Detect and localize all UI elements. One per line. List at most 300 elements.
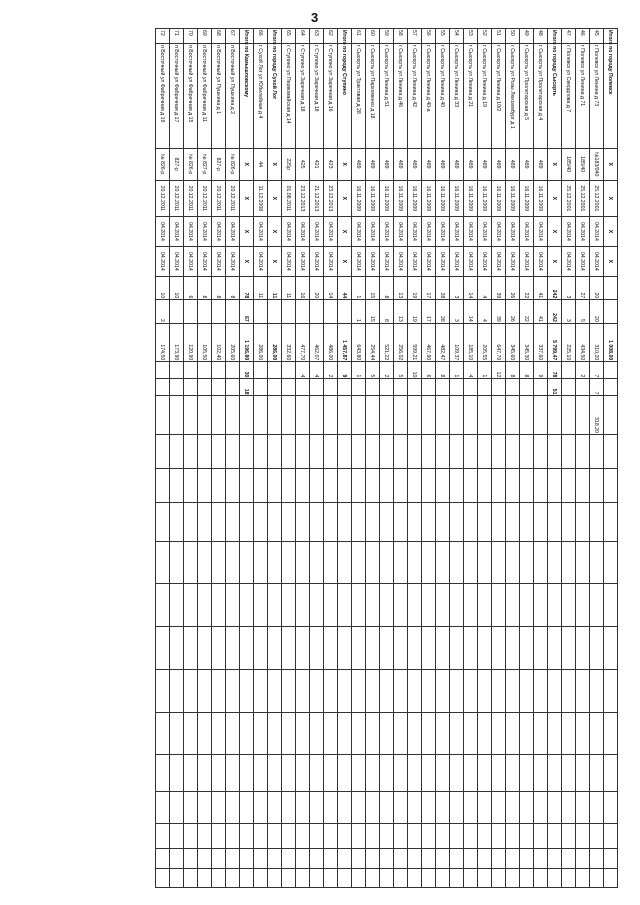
table-cell	[324, 396, 338, 434]
table-cell: 04.2014	[464, 246, 478, 276]
table-cell	[422, 469, 436, 503]
table-cell	[408, 712, 422, 755]
table-cell	[562, 362, 576, 379]
table-cell	[604, 434, 618, 468]
table-cell: 04.2014	[156, 217, 170, 247]
table-cell: №183/040	[590, 148, 604, 180]
table-cell	[184, 469, 198, 503]
table-cell	[352, 469, 366, 503]
table-cell: 04.2014	[534, 246, 548, 276]
table-cell: 173,90	[170, 323, 184, 361]
table-cell: 11.12.2008	[254, 180, 268, 216]
table-cell	[492, 541, 506, 584]
table-cell	[184, 849, 198, 868]
table-cell	[254, 541, 268, 584]
table-cell	[576, 755, 590, 791]
table-cell	[170, 541, 184, 584]
table-cell	[240, 823, 254, 849]
table-cell: 39	[492, 300, 506, 324]
table-cell	[436, 627, 450, 670]
table-cell	[534, 849, 548, 868]
table-cell	[310, 541, 324, 584]
table-cell	[590, 712, 604, 755]
table-cell	[576, 669, 590, 712]
table-cell	[492, 469, 506, 503]
table-cell	[296, 712, 310, 755]
table-cell	[310, 379, 324, 396]
table-cell	[534, 712, 548, 755]
table-cell: 28	[436, 276, 450, 300]
table-cell	[506, 849, 520, 868]
table-cell	[450, 712, 464, 755]
table-cell	[422, 584, 436, 627]
table-cell: 44	[338, 276, 352, 300]
table-cell	[156, 379, 170, 396]
table-cell	[464, 849, 478, 868]
table-cell: 20.12.2011	[198, 180, 212, 216]
table-cell	[380, 791, 394, 823]
table-cell	[212, 396, 226, 434]
table-cell: № 826-р	[226, 148, 240, 180]
table-cell	[352, 712, 366, 755]
table-cell: п Восточный ул Фабричная д 15	[184, 43, 198, 148]
table-cell	[156, 434, 170, 468]
table-cell	[408, 396, 422, 434]
table-cell	[198, 791, 212, 823]
table-cell	[352, 434, 366, 468]
table-cell: 70	[184, 29, 198, 44]
table-cell	[408, 584, 422, 627]
table-cell	[212, 541, 226, 584]
table-cell	[604, 712, 618, 755]
table-cell	[212, 755, 226, 791]
table-cell	[394, 712, 408, 755]
table-cell	[380, 396, 394, 434]
table-cell	[310, 712, 324, 755]
table-cell: 04.2014	[394, 217, 408, 247]
table-cell: 04.2014	[296, 217, 310, 247]
table-cell	[590, 627, 604, 670]
table-cell	[240, 868, 254, 887]
table-cell	[338, 584, 352, 627]
table-cell: 332,60	[282, 323, 296, 361]
table-cell	[240, 503, 254, 541]
table-row	[212, 29, 226, 888]
table-cell: 10	[170, 276, 184, 300]
table-cell	[478, 541, 492, 584]
table-cell	[156, 362, 170, 379]
table-cell	[296, 396, 310, 434]
table-cell: 1	[352, 362, 366, 379]
table-cell	[212, 823, 226, 849]
table-cell: п Восточный ул Пушкина д 2	[226, 43, 240, 148]
table-cell	[520, 434, 534, 468]
table-cell	[492, 755, 506, 791]
table-cell: 28	[436, 300, 450, 324]
table-cell	[604, 584, 618, 627]
table-cell	[212, 669, 226, 712]
table-cell: 04.2014	[394, 246, 408, 276]
table-cell	[156, 712, 170, 755]
table-cell	[380, 868, 394, 887]
table-cell	[170, 755, 184, 791]
table-cell	[520, 868, 534, 887]
table-cell	[310, 434, 324, 468]
table-cell: 205,55	[478, 323, 492, 361]
table-cell	[282, 362, 296, 379]
table-cell	[324, 379, 338, 396]
table-cell	[520, 503, 534, 541]
table-cell: г Полевск ул Ленина д 71	[576, 43, 590, 148]
table-cell	[520, 791, 534, 823]
table-cell	[296, 541, 310, 584]
table-cell	[324, 503, 338, 541]
table-cell	[590, 669, 604, 712]
table-cell	[534, 627, 548, 670]
table-cell: 8	[520, 362, 534, 379]
table-cell	[282, 791, 296, 823]
table-cell	[590, 868, 604, 887]
table-cell	[352, 396, 366, 434]
table-cell: г Сысерть ул Ленина д 40-а	[422, 43, 436, 148]
table-cell	[212, 712, 226, 755]
table-cell	[338, 849, 352, 868]
table-cell	[212, 868, 226, 887]
table-cell: 01.08.2011	[282, 180, 296, 216]
table-cell	[450, 541, 464, 584]
table-cell: 53	[464, 29, 478, 44]
table-cell: Х	[338, 246, 352, 276]
table-cell	[184, 868, 198, 887]
table-cell	[380, 669, 394, 712]
table-cell: 225р	[282, 148, 296, 180]
table-cell: 71	[170, 29, 184, 44]
table-cell	[198, 823, 212, 849]
table-cell	[226, 503, 240, 541]
table-cell	[254, 849, 268, 868]
table-cell	[212, 584, 226, 627]
table-cell	[282, 541, 296, 584]
table-cell: 185/40	[562, 148, 576, 180]
table-cell: 04.2014	[212, 246, 226, 276]
table-cell	[562, 868, 576, 887]
table-cell	[212, 503, 226, 541]
table-cell: 04.2014	[422, 246, 436, 276]
table-cell: 11	[268, 276, 282, 300]
table-cell: Х	[338, 217, 352, 247]
table-cell: 599,21	[408, 323, 422, 361]
table-cell: Х	[548, 246, 562, 276]
table-cell	[310, 791, 324, 823]
table-cell	[324, 712, 338, 755]
table-cell	[422, 379, 436, 396]
table-cell	[408, 791, 422, 823]
table-cell: Х	[548, 217, 562, 247]
table-cell: 30	[240, 362, 254, 379]
table-cell	[380, 849, 394, 868]
table-cell	[296, 584, 310, 627]
table-cell: 16.11.2009	[520, 180, 534, 216]
table-cell	[282, 503, 296, 541]
table-cell: 6	[184, 276, 198, 300]
table-row	[296, 29, 310, 888]
table-cell	[520, 823, 534, 849]
table-cell: 489	[450, 148, 464, 180]
table-cell	[450, 469, 464, 503]
table-cell: Х	[240, 217, 254, 247]
table-cell	[296, 755, 310, 791]
table-cell: Х	[604, 246, 618, 276]
table-cell: 8	[506, 362, 520, 379]
table-cell	[170, 584, 184, 627]
table-cell	[534, 396, 548, 434]
table-cell	[282, 379, 296, 396]
table-cell	[548, 627, 562, 670]
table-cell: 04.2014	[296, 246, 310, 276]
table-cell	[352, 849, 366, 868]
table-cell	[478, 627, 492, 670]
table-cell	[506, 868, 520, 887]
table-cell	[590, 823, 604, 849]
table-cell: 54	[450, 29, 464, 44]
table-cell	[380, 755, 394, 791]
table-cell: 489	[422, 148, 436, 180]
table-cell	[324, 300, 338, 324]
table-cell: 15	[366, 300, 380, 324]
table-row	[366, 29, 380, 888]
table-cell	[576, 849, 590, 868]
table-cell	[156, 469, 170, 503]
table-cell	[576, 541, 590, 584]
table-cell	[240, 584, 254, 627]
table-cell: 67	[240, 300, 254, 324]
table-cell	[590, 584, 604, 627]
table-cell: 3	[562, 300, 576, 324]
table-cell	[436, 755, 450, 791]
table-cell	[562, 396, 576, 434]
table-cell	[282, 868, 296, 887]
table-row	[282, 29, 296, 888]
table-cell: г Ступино ул Заречная д 18	[310, 43, 324, 148]
table-cell: 20.12.2011	[170, 180, 184, 216]
table-cell: г Полевск ул Ленина д 73	[590, 43, 604, 148]
table-row	[436, 29, 450, 888]
table-cell	[436, 541, 450, 584]
table-cell	[380, 434, 394, 468]
table-cell: г Сысерть ул Розы Люксембург д 1	[506, 43, 520, 148]
table-cell	[576, 627, 590, 670]
table-cell	[408, 755, 422, 791]
table-cell: 04.2014	[590, 246, 604, 276]
table-cell	[254, 791, 268, 823]
table-cell	[296, 669, 310, 712]
table-cell	[184, 712, 198, 755]
table-cell: 04.2014	[226, 246, 240, 276]
table-row	[254, 29, 268, 888]
table-cell	[240, 791, 254, 823]
table-cell	[492, 379, 506, 396]
table-cell: 3	[562, 276, 576, 300]
table-cell: 56	[422, 29, 436, 44]
table-cell	[506, 469, 520, 503]
table-cell	[212, 849, 226, 868]
table-cell: Х	[338, 148, 352, 180]
table-cell: 16.11.2009	[366, 180, 380, 216]
table-cell	[226, 868, 240, 887]
table-cell	[296, 469, 310, 503]
table-cell	[506, 584, 520, 627]
table-cell: 11	[254, 276, 268, 300]
table-cell	[408, 469, 422, 503]
table-cell: 7	[590, 379, 604, 396]
table-cell: 8	[226, 276, 240, 300]
table-cell: 489	[478, 148, 492, 180]
table-cell	[534, 669, 548, 712]
table-row	[464, 29, 478, 888]
table-cell	[436, 868, 450, 887]
table-cell	[324, 823, 338, 849]
table-cell: 827-р	[212, 148, 226, 180]
table-cell: 23.12.2013	[324, 180, 338, 216]
table-cell: 55	[436, 29, 450, 44]
table-cell	[548, 849, 562, 868]
table-cell	[226, 627, 240, 670]
table-cell: 521,22	[380, 323, 394, 361]
housing-register-table	[155, 28, 618, 888]
table-cell: 1	[450, 362, 464, 379]
table-cell: г Сысерть ул Ленина д 10/2	[492, 43, 506, 148]
table-cell	[198, 849, 212, 868]
table-cell: 174,50	[156, 323, 170, 361]
table-cell	[506, 434, 520, 468]
table-cell	[548, 541, 562, 584]
table-cell: 16.11.2009	[506, 180, 520, 216]
table-cell: 2	[380, 362, 394, 379]
table-cell	[352, 627, 366, 670]
table-cell: 16.11.2009	[394, 180, 408, 216]
table-cell: 50	[506, 29, 520, 44]
table-cell	[268, 791, 282, 823]
table-cell	[548, 434, 562, 468]
table-cell	[240, 396, 254, 434]
table-cell	[240, 434, 254, 468]
table-cell	[170, 669, 184, 712]
table-cell: 04.2014	[212, 217, 226, 247]
table-cell: Итого по городу Ступино	[338, 29, 352, 44]
table-cell	[408, 849, 422, 868]
table-cell: 26	[506, 300, 520, 324]
table-cell: 16.11.2009	[422, 180, 436, 216]
table-cell: 2	[156, 300, 170, 324]
table-cell	[240, 755, 254, 791]
table-cell	[198, 434, 212, 468]
table-cell	[338, 469, 352, 503]
table-cell	[366, 541, 380, 584]
table-cell	[296, 503, 310, 541]
table-cell	[254, 396, 268, 434]
table-cell	[268, 469, 282, 503]
table-cell	[534, 868, 548, 887]
table-cell: 04.2014	[464, 217, 478, 247]
table-cell: 16.11.2009	[492, 180, 506, 216]
table-cell: 46	[576, 29, 590, 44]
table-cell	[198, 379, 212, 396]
table-cell: 63	[310, 29, 324, 44]
table-cell	[198, 541, 212, 584]
table-cell	[492, 823, 506, 849]
table-row	[184, 29, 198, 888]
table-cell	[450, 755, 464, 791]
table-row	[422, 29, 436, 888]
table-cell	[562, 379, 576, 396]
table-cell	[184, 379, 198, 396]
table-cell: 78	[240, 276, 254, 300]
table-cell	[198, 396, 212, 434]
table-cell	[198, 300, 212, 324]
table-cell	[478, 823, 492, 849]
table-cell	[436, 849, 450, 868]
table-cell: 185,10	[464, 323, 478, 361]
table-cell	[422, 791, 436, 823]
table-cell	[520, 584, 534, 627]
table-cell: 39	[492, 276, 506, 300]
table-cell	[282, 627, 296, 670]
table-cell	[604, 396, 618, 434]
table-cell: 26	[506, 276, 520, 300]
table-cell	[394, 755, 408, 791]
table-cell	[520, 669, 534, 712]
table-cell	[492, 849, 506, 868]
table-cell	[478, 469, 492, 503]
table-cell: г Сысерть ул Ленина д 51	[380, 43, 394, 148]
table-cell	[338, 434, 352, 468]
table-cell	[254, 868, 268, 887]
table-cell: 14	[464, 276, 478, 300]
table-cell	[562, 823, 576, 849]
table-cell: 25.12.2001	[590, 180, 604, 216]
table-cell	[464, 396, 478, 434]
table-cell: 286,00	[268, 323, 282, 361]
table-cell	[184, 396, 198, 434]
table-cell: 47	[562, 29, 576, 44]
table-cell	[492, 584, 506, 627]
table-cell: 13	[394, 276, 408, 300]
table-cell	[478, 669, 492, 712]
table-cell	[380, 712, 394, 755]
table-cell	[492, 669, 506, 712]
table-cell	[562, 669, 576, 712]
table-cell	[366, 712, 380, 755]
table-cell: 04.2014	[436, 217, 450, 247]
table-cell: 04.2014	[254, 246, 268, 276]
table-cell	[254, 300, 268, 324]
table-cell	[324, 469, 338, 503]
table-cell	[240, 627, 254, 670]
table-cell	[562, 434, 576, 468]
rotated-table-container	[38, 28, 618, 888]
table-cell	[366, 379, 380, 396]
table-cell: Х	[268, 180, 282, 216]
table-cell	[282, 849, 296, 868]
table-cell	[492, 868, 506, 887]
table-cell	[394, 584, 408, 627]
table-cell: 04.2014	[282, 246, 296, 276]
table-cell: г Сухой Лог ул Юбилейная д 4	[254, 43, 268, 148]
table-cell	[576, 379, 590, 396]
table-cell: 15	[366, 276, 380, 300]
table-cell	[408, 669, 422, 712]
table-cell: № 826-р	[184, 148, 198, 180]
